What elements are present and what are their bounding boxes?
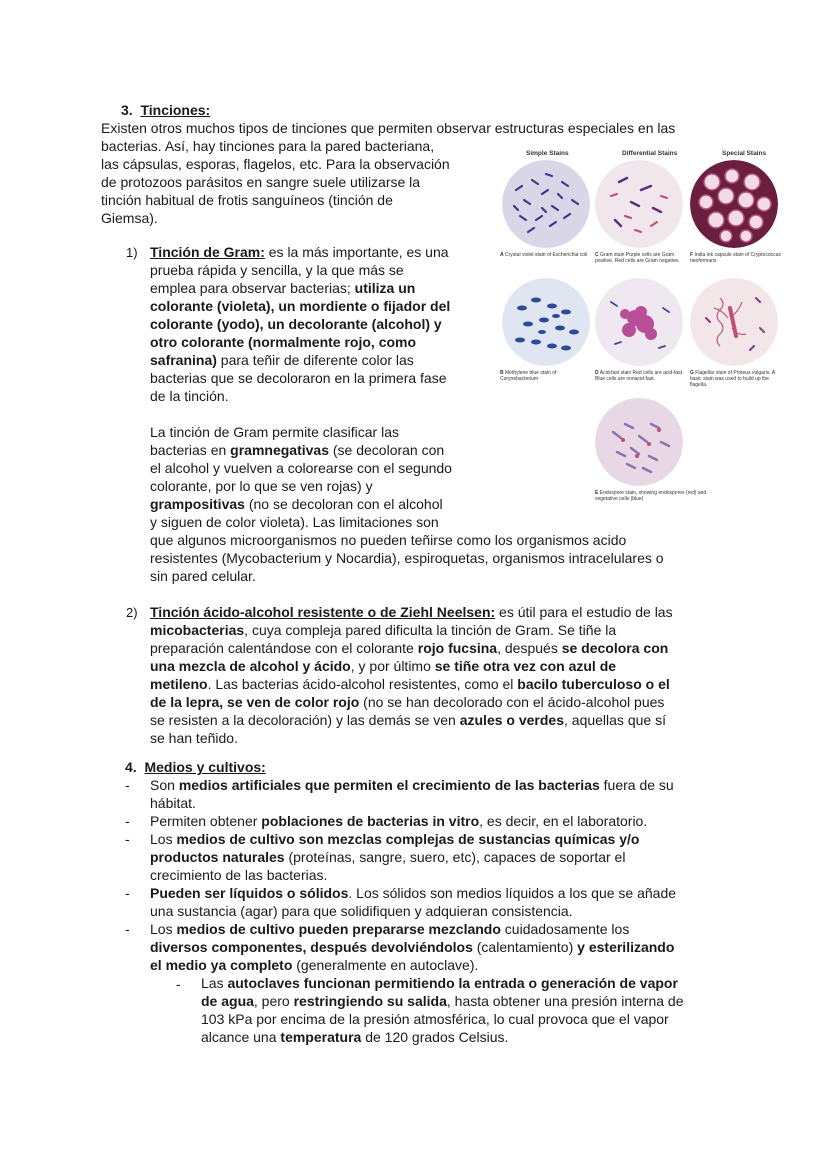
- text-span: (se decoloran con: [329, 442, 445, 458]
- paragraph-line: crecimiento de las bacterias.: [150, 867, 328, 883]
- caption-a: [500, 252, 592, 258]
- paragraph-line: de la tinción.: [150, 388, 229, 404]
- bold-span: Pueden ser líquidos o sólidos: [150, 885, 349, 901]
- caption-letter: D: [595, 370, 599, 376]
- text-span: cuidadosamente los: [500, 921, 630, 937]
- section-3-heading: [121, 101, 210, 119]
- list-number: 2): [126, 605, 138, 620]
- paragraph-line: bacterias. Así, hay tinciones para la pared bacteriana,: [101, 138, 435, 154]
- paragraph-line: [150, 938, 674, 956]
- paragraph-line: [150, 495, 443, 513]
- paragraph-line: La tinción de Gram permite clasificar las: [150, 424, 399, 440]
- paragraph-line: [150, 441, 444, 459]
- caption-text: Methylene blue stain of Corynebacterium: [500, 370, 557, 382]
- text-span: es útil para el estudio de las: [495, 604, 673, 620]
- gram-title: Tinción de Gram:: [150, 244, 265, 260]
- paragraph-line: [201, 1028, 508, 1046]
- bold-span: medios artificiales que permiten el crecimiento de las bacterias: [178, 777, 600, 793]
- paragraph-line: [150, 812, 647, 830]
- bold-span: bacilo tuberculoso o el: [517, 676, 670, 692]
- caption-d: [595, 370, 687, 382]
- section-title: Tinciones:: [140, 102, 211, 118]
- paragraph-line: [150, 693, 664, 711]
- text-span: , es decir, en el laboratorio.: [479, 813, 648, 829]
- text-span: bacterias en: [150, 442, 231, 458]
- text-span: (calentamiento): [472, 939, 578, 955]
- bold-span: y esterilizando: [577, 939, 675, 955]
- micrograph-methylene-blue: [502, 278, 590, 366]
- text-span: Los: [150, 831, 177, 847]
- text-span: . Las bacterias ácido-alcohol resistentes, como el: [207, 676, 518, 692]
- bold-span: metileno: [150, 676, 208, 692]
- bold-span: micobacterias: [150, 622, 245, 638]
- text-span: fuera de su: [599, 777, 674, 793]
- paragraph-line: otro colorante (normalmente rojo, como: [150, 334, 417, 350]
- text-span: para teñir de diferente color las: [216, 352, 414, 368]
- text-span: Son: [150, 777, 179, 793]
- bullet-dash: -: [125, 921, 130, 937]
- paragraph-line: resistentes (Mycobacterium y Nocardia), espiroquetas, organismos intracelulares o: [150, 550, 664, 566]
- paragraph-line: [150, 603, 673, 621]
- text-span: , hasta obtener una presión interna de: [446, 993, 684, 1009]
- paragraph-line: [201, 992, 684, 1010]
- text-span: , después: [497, 640, 562, 656]
- figure-header-simple: Simple Stains: [526, 150, 569, 157]
- caption-letter: E: [595, 490, 599, 496]
- micrograph-gram: [595, 160, 683, 248]
- bold-span: el medio ya completo: [150, 957, 293, 973]
- paragraph-line: sin pared celular.: [150, 568, 256, 584]
- text-span: preparación calentándose con el colorante: [150, 640, 418, 656]
- caption-text: Flagellar stain of Proteus vulgaris. A basic stain was used to build up the flagella.: [690, 370, 775, 388]
- bold-span: safranina): [150, 352, 217, 368]
- paragraph-line: Giemsa).: [101, 210, 158, 226]
- bold-span: poblaciones de bacterias in vitro: [261, 813, 480, 829]
- bold-span: de agua: [201, 993, 254, 1009]
- ziehl-title: Tinción ácido-alcohol resistente o de Ziehl Neelsen:: [150, 604, 496, 620]
- paragraph-line: [150, 776, 674, 794]
- text-span: se resisten a la decoloración) y las demás se ven: [150, 712, 460, 728]
- text-span: alcance una: [201, 1029, 281, 1045]
- bullet-dash: -: [125, 777, 130, 793]
- stains-figure: [494, 146, 784, 512]
- bold-span: utiliza un: [354, 280, 416, 296]
- caption-e: [595, 490, 725, 502]
- list-number: 1): [126, 245, 138, 260]
- bullet-dash: -: [125, 813, 130, 829]
- bold-span: temperatura: [280, 1029, 362, 1045]
- bold-span: grampositivas: [150, 496, 245, 512]
- caption-letter: G: [690, 370, 694, 376]
- paragraph-line: [150, 279, 415, 297]
- text-span: , pero: [253, 993, 294, 1009]
- micrograph-india-ink: [690, 160, 778, 248]
- bold-span: se decolora con: [561, 640, 669, 656]
- paragraph-line: colorante (yodo), un decolorante (alcohol) y: [150, 316, 442, 332]
- caption-text: Crystal violet stain of Escherichia coli: [505, 252, 588, 258]
- paragraph-line: bacterias que se decoloraron en la primera fase: [150, 370, 447, 386]
- paragraph-line: [150, 711, 666, 729]
- text-span: . Los sólidos son medios líquidos a los que se añade: [348, 885, 677, 901]
- paragraph-line: [150, 657, 616, 675]
- micrograph-crystal-violet: [502, 160, 590, 248]
- caption-letter: C: [595, 252, 599, 258]
- text-span: (no se han decolorado con el ácido-alcohol pues: [359, 694, 665, 710]
- paragraph-line: prueba rápida y sencilla, y la que más se: [150, 262, 404, 278]
- text-span: , y por último: [350, 658, 435, 674]
- bold-span: gramnegativas: [230, 442, 329, 458]
- paragraph-line: de protozoos parásitos en sangre suele utilizarse la: [101, 174, 421, 190]
- text-span: es la más importante, es una: [264, 244, 449, 260]
- bullet-dash: -: [125, 885, 130, 901]
- caption-text: Gram stain Purple cells are Gram positive. Red cells are Gram negative.: [595, 252, 680, 264]
- paragraph-line: Existen otros muchos tipos de tinciones que permiten observar estructuras especiales en las: [101, 120, 676, 136]
- text-span: emplea para observar bacterias;: [150, 280, 355, 296]
- section-number: 4.: [125, 759, 137, 775]
- text-span: , cuya compleja pared dificulta la tinción de Gram. Se tiñe la: [244, 622, 617, 638]
- caption-c: [595, 252, 687, 264]
- paragraph-line: hábitat.: [150, 795, 196, 811]
- text-span: , aquellas que sí: [564, 712, 666, 728]
- text-span: Las: [201, 975, 228, 991]
- paragraph-line: [150, 351, 414, 369]
- caption-g: [690, 370, 782, 388]
- micrograph-flagellar: [690, 278, 778, 366]
- section-title: Medios y cultivos:: [144, 759, 266, 775]
- bold-span: una mezcla de alcohol y ácido: [150, 658, 351, 674]
- text-span: (generalmente en autoclave).: [292, 957, 479, 973]
- caption-text: Acid-fast stain Red cells are acid-fast. Blue cells are nonacid-fast.: [595, 370, 684, 382]
- caption-text: India ink capsule stain of Cryptococcus neoformans: [690, 252, 781, 264]
- caption-letter: A: [500, 252, 504, 258]
- paragraph-line: [150, 675, 670, 693]
- text-span: Permiten obtener: [150, 813, 262, 829]
- paragraph-line: las cápsulas, esporas, flagelos, etc. Para la observación: [101, 156, 450, 172]
- text-span: (proteínas, sangre, suero, etc), capaces de soportar el: [284, 849, 626, 865]
- bold-span: azules o verdes: [459, 712, 564, 728]
- paragraph-line: el alcohol y vuelven a colorearse con el segundo: [150, 460, 452, 476]
- caption-b: [500, 370, 592, 382]
- figure-header-special: Special Stains: [722, 150, 767, 157]
- bold-span: productos naturales: [150, 849, 285, 865]
- paragraph-line: [150, 621, 616, 639]
- caption-f: [690, 252, 782, 264]
- text-span: de 120 grados Celsius.: [361, 1029, 509, 1045]
- paragraph-line: colorante, por lo que se ven rojas) y: [150, 478, 373, 494]
- bold-span: diversos componentes, después devolviéndolos: [150, 939, 473, 955]
- text-span: (no se decoloran con el alcohol: [244, 496, 443, 512]
- bullet-dash: -: [125, 831, 130, 847]
- paragraph-line: [150, 920, 629, 938]
- paragraph-line: se han teñido.: [150, 730, 238, 746]
- caption-letter: F: [690, 252, 694, 258]
- bold-span: medios de cultivo pueden prepararse mezclando: [176, 921, 501, 937]
- paragraph-line: que algunos microorganismos no pueden teñirse como los organismos acido: [150, 532, 627, 548]
- paragraph-line: [150, 830, 639, 848]
- section-number: 3.: [121, 102, 133, 118]
- paragraph-line: [150, 639, 668, 657]
- text-span: Los: [150, 921, 177, 937]
- bold-span: se tiñe otra vez con azul de: [434, 658, 617, 674]
- bold-span: autoclaves funcionan permitiendo la entrada o generación de vapor: [227, 975, 678, 991]
- paragraph-line: una sustancia (agar) para que solidifiquen y adquieran consistencia.: [150, 903, 573, 919]
- caption-letter: B: [500, 370, 504, 376]
- paragraph-line: [150, 848, 625, 866]
- paragraph-line: [150, 884, 676, 902]
- micrograph-endospore: [595, 398, 683, 486]
- bold-span: medios de cultivo son mezclas complejas de sustancias químicas y/o: [176, 831, 640, 847]
- sub-bullet-dash: -: [176, 976, 181, 992]
- paragraph-line: 103 kPa por encima de la presión atmosférica, lo cual provoca que el vapor: [201, 1011, 669, 1027]
- paragraph-line: [150, 956, 478, 974]
- bold-span: restringiendo su salida: [293, 993, 447, 1009]
- figure-header-differential: Differential Stains: [622, 150, 678, 157]
- paragraph-line: colorante (violeta), un mordiente o fijador del: [150, 298, 451, 314]
- paragraph-line: tinción habitual de frotis sanguíneos (tinción de: [101, 192, 393, 208]
- paragraph-line: [150, 243, 449, 261]
- paragraph-line: [201, 974, 678, 992]
- bold-span: de la lepra, se ven de color rojo: [150, 694, 360, 710]
- section-4-heading: [125, 758, 266, 776]
- paragraph-line: y siguen de color violeta). Las limitaciones son: [150, 514, 439, 530]
- caption-text: Endospore stain, showing endospores (red) and vegetative cells (blue): [595, 490, 707, 502]
- micrograph-acid-fast: [595, 278, 683, 366]
- bold-span: rojo fucsina: [417, 640, 498, 656]
